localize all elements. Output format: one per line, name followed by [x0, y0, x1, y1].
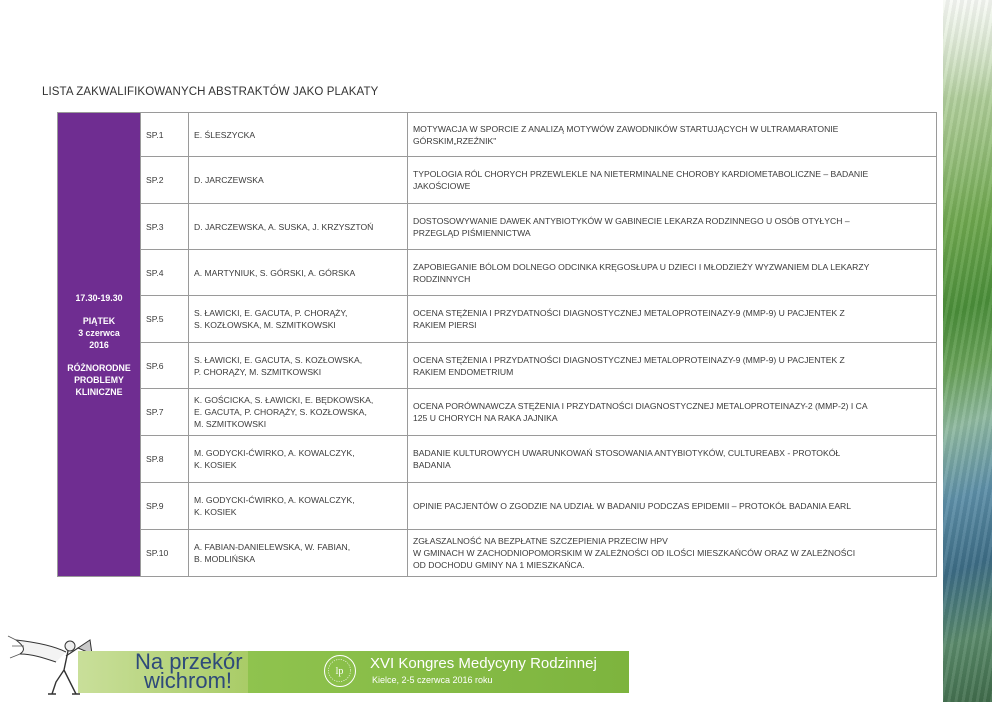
slogan-banner: [78, 651, 248, 693]
abstract-title: [408, 113, 937, 157]
abstract-code: SP.4: [141, 250, 189, 296]
abstract-title: [408, 483, 937, 530]
title-line: ZAPOBIEGANIE BÓLOM DOLNEGO ODCINKA KRĘGOSŁUPA U DZIECI I MŁODZIEŻY WYZWANIEM DLA LEKARZY: [413, 261, 870, 272]
table-row: [58, 530, 937, 577]
abstract-authors: [189, 296, 408, 343]
abstract-code: SP.1: [141, 113, 189, 157]
author-line: M. SZMITKOWSKI: [194, 419, 267, 429]
session-year: 2016: [89, 339, 109, 350]
abstract-code: SP.2: [141, 157, 189, 204]
abstract-title: [408, 436, 937, 483]
abstract-title: [408, 204, 937, 250]
title-line: RAKIEM ENDOMETRIUM: [413, 366, 514, 377]
table-row: [58, 250, 937, 296]
author-line: A. MARTYNIUK, S. GÓRSKI, A. GÓRSKA: [194, 267, 356, 278]
table-row: [58, 113, 937, 157]
slogan-line-2: wichrom!: [144, 668, 233, 693]
abstract-code: SP.3: [141, 204, 189, 250]
abstract-code: SP.9: [141, 483, 189, 530]
title-line: GÓRSKIM„RZEŹNIK": [413, 135, 497, 146]
abstract-authors: [189, 343, 408, 389]
title-line: OD DOCHODU GMINY NA 1 MIESZKAŃCA.: [413, 560, 585, 570]
decorative-side-strip: [943, 0, 992, 702]
title-line: OCENA STĘŻENIA I PRZYDATNOŚCI DIAGNOSTYCZNEJ METALOPROTEINAZY-9 (MMP-9) U PACJENTEK Z: [413, 308, 845, 318]
title-line: W GMINACH W ZACHODNIOPOMORSKIM W ZALEŻNOŚCI OD ILOŚCI MIESZKAŃCÓW ORAZ W ZALEŻNOŚCI: [413, 548, 856, 558]
abstract-authors: [189, 204, 408, 250]
page-title: LISTA ZAKWALIFIKOWANYCH ABSTRAKTÓW JAKO PLAKATY: [42, 86, 379, 98]
abstract-authors: [189, 530, 408, 577]
abstract-authors: [189, 436, 408, 483]
abstract-authors: [189, 157, 408, 204]
abstracts-table: [57, 112, 937, 577]
table-row: [58, 483, 937, 530]
title-line: ZGŁASZALNOŚĆ NA BEZPŁATNE SZCZEPIENIA PRZECIW HPV: [413, 536, 668, 546]
table-row: [58, 157, 937, 204]
table-row: [58, 436, 937, 483]
author-line: K. KOSIEK: [194, 460, 237, 470]
abstract-title: [408, 343, 937, 389]
abstract-code: SP.7: [141, 389, 189, 436]
title-line: OCENA STĘŻENIA I PRZYDATNOŚCI DIAGNOSTYCZNEJ METALOPROTEINAZY-9 (MMP-9) U PACJENTEK Z: [413, 354, 845, 365]
author-line: S. KOZŁOWSKA, M. SZMITKOWSKI: [194, 320, 336, 330]
slogan-line-1: Na przekór: [135, 649, 243, 674]
author-line: M. GODYCKI-ĆWIRKO, A. KOWALCZYK,: [194, 495, 355, 505]
abstract-code: SP.6: [141, 343, 189, 389]
abstract-code: SP.5: [141, 296, 189, 343]
abstract-code: SP.8: [141, 436, 189, 483]
author-line: K. KOSIEK: [194, 507, 237, 517]
abstract-authors: [189, 483, 408, 530]
table-row: [58, 343, 937, 389]
title-line: MOTYWACJA W SPORCIE Z ANALIZĄ MOTYWÓW ZAWODNIKÓW STARTUJĄCYCH W ULTRAMARATONIE: [413, 123, 839, 134]
author-line: D. JARCZEWSKA, A. SUSKA, J. KRZYSZTOŃ: [194, 221, 374, 232]
author-line: K. GOŚCICKA, S. ŁAWICKI, E. BĘDKOWSKA,: [194, 395, 374, 405]
author-line: E. GACUTA, P. CHORĄŻY, S. KOZŁOWSKA,: [194, 407, 367, 417]
title-line: OPINIE PACJENTÓW O ZGODZIE NA UDZIAŁ W BADANIU PODCZAS EPIDEMII – PROTOKÓŁ BADANIA EARL: [413, 501, 852, 511]
abstract-authors: [189, 389, 408, 436]
logo-letters: lp: [335, 666, 344, 677]
title-line: RAKIEM PIERSI: [413, 320, 477, 330]
abstract-title: [408, 530, 937, 577]
title-line: TYPOLOGIA RÓL CHORYCH PRZEWLEKLE NA NIETERMINALNE CHOROBY KARDIOMETABOLICZNE – BADANIE: [413, 169, 869, 179]
author-line: M. GODYCKI-ĆWIRKO, A. KOWALCZYK,: [194, 448, 355, 458]
author-line: P. CHORĄŻY, M. SZMITKOWSKI: [194, 366, 322, 377]
session-topic-line-1: RÓŻNORODNE: [67, 362, 131, 373]
abstract-title: [408, 250, 937, 296]
author-line: E. ŚLESZYCKA: [194, 129, 256, 140]
title-line: JAKOŚCIOWE: [413, 181, 471, 191]
abstract-authors: [189, 250, 408, 296]
title-line: PRZEGLĄD PIŚMIENNICTWA: [413, 227, 531, 238]
abstract-title: [408, 389, 937, 436]
title-line: DOSTOSOWYWANIE DAWEK ANTYBIOTYKÓW W GABINECIE LEKARZA RODZINNEGO U OSÓB OTYŁYCH –: [413, 215, 850, 226]
congress-title: XVI Kongres Medycyny Rodzinnej: [370, 655, 597, 672]
abstract-authors: [189, 113, 408, 157]
title-line: 125 U CHORYCH NA RAKA JAJNIKA: [413, 413, 558, 423]
author-line: B. MODLIŃSKA: [194, 554, 256, 564]
title-line: RODZINNYCH: [413, 273, 471, 284]
author-line: S. ŁAWICKI, E. GACUTA, S. KOZŁOWSKA,: [194, 354, 363, 365]
abstract-code: SP.10: [141, 530, 189, 577]
session-topic-line-2: PROBLEMY: [74, 374, 124, 385]
author-line: D. JARCZEWSKA: [194, 175, 264, 185]
table-row: [58, 296, 937, 343]
session-date: 3 czerwca: [78, 327, 120, 338]
title-line: BADANIE KULTUROWYCH UWARUNKOWAŃ STOSOWANIA ANTYBIOTYKÓW, CULTUREABX - PROTOKÓŁ: [413, 448, 841, 458]
congress-location-date: Kielce, 2-5 czerwca 2016 roku: [372, 675, 493, 685]
title-line: BADANIA: [413, 460, 451, 470]
session-cell: [58, 113, 141, 577]
session-topic-line-3: KLINICZNE: [75, 386, 123, 397]
table-row: [58, 389, 937, 436]
author-line: S. ŁAWICKI, E. GACUTA, P. CHORĄŻY,: [194, 308, 348, 318]
author-line: A. FABIAN-DANIELEWSKA, W. FABIAN,: [194, 542, 351, 552]
abstract-title: [408, 157, 937, 204]
session-day: PIĄTEK: [82, 315, 116, 326]
title-line: OCENA PORÓWNAWCZA STĘŻENIA I PRZYDATNOŚCI DIAGNOSTYCZNEJ METALOPROTEINAZY-2 (MMP-2) I CA: [413, 401, 868, 411]
abstract-title: [408, 296, 937, 343]
table-row: [58, 204, 937, 250]
congress-banner: [248, 651, 629, 693]
session-time: 17.30-19.30: [75, 292, 123, 303]
congress-logo-icon: [324, 655, 356, 687]
